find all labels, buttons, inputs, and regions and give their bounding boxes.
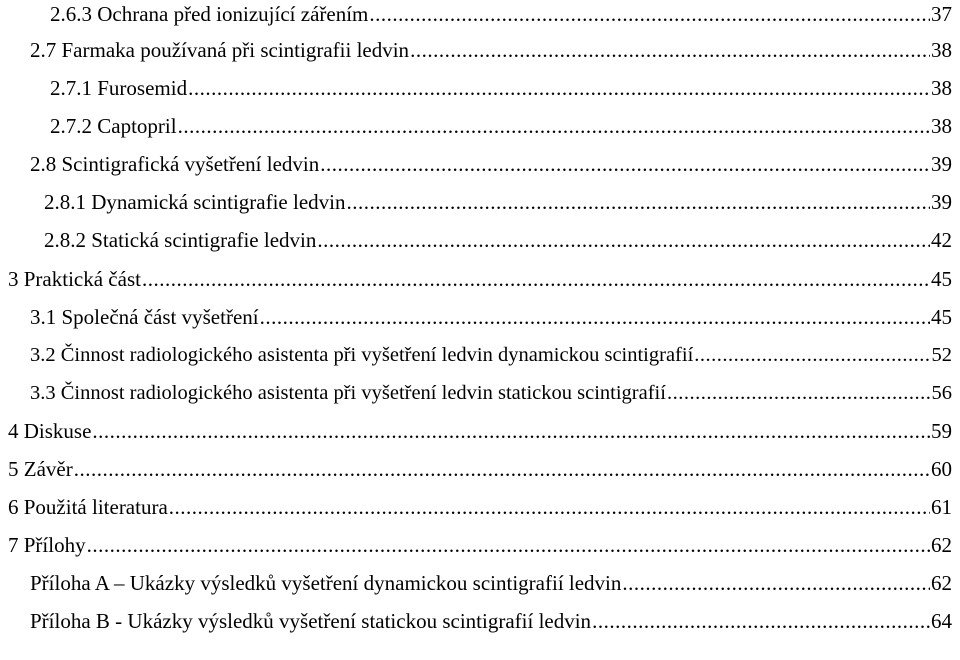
toc-entry-5[interactable] — [8, 455, 952, 483]
toc-entry-2-7[interactable] — [30, 36, 952, 64]
toc-entry-7[interactable] — [8, 531, 952, 559]
toc-entry-6[interactable] — [8, 493, 952, 521]
toc-page-number: 39 — [931, 190, 952, 214]
toc-entry-2-8[interactable] — [30, 150, 952, 178]
toc-entry-3[interactable] — [8, 265, 952, 293]
toc-page-number: 45 — [931, 305, 952, 329]
toc-entry-title: Příloha A – Ukázky výsledků vyšetření dynamickou scintigrafií ledvin — [30, 571, 622, 595]
toc-page-number: 62 — [931, 571, 952, 595]
toc-dot-leader — [694, 341, 930, 369]
toc-dot-leader — [92, 417, 930, 445]
toc-entry-2-6-3[interactable] — [50, 0, 952, 28]
toc-page-number: 61 — [931, 495, 952, 519]
toc-entry-title: 3.3 Činnost radiologického asistenta při vyšetření ledvin statickou scintigrafií — [30, 382, 666, 404]
toc-dot-leader — [410, 36, 930, 64]
toc-dot-leader — [188, 74, 930, 102]
toc-entry-2-8-1[interactable] — [44, 188, 952, 216]
toc-dot-leader — [320, 150, 930, 178]
toc-page-number: 38 — [931, 38, 952, 62]
toc-entry-title: 2.7 Farmaka používaná při scintigrafii ledvin — [30, 38, 410, 62]
toc-entry-2-7-1[interactable] — [50, 74, 952, 102]
toc-dot-leader — [592, 607, 930, 635]
toc-dot-leader — [87, 531, 930, 559]
toc-entry-2-7-2[interactable] — [50, 112, 952, 140]
toc-dot-leader — [317, 226, 930, 254]
toc-dot-leader — [74, 455, 930, 483]
toc-entry-title: 7 Přílohy — [8, 533, 86, 557]
toc-dot-leader — [667, 379, 931, 407]
toc-entry-title: Příloha B - Ukázky výsledků vyšetření statickou scintigrafií ledvin — [30, 609, 592, 633]
toc-page-number: 37 — [931, 2, 952, 26]
toc-page-number: 64 — [931, 609, 952, 633]
toc-dot-leader — [178, 112, 930, 140]
toc-entry-3-3[interactable] — [30, 379, 952, 407]
toc-entry-title: 3 Praktická část — [8, 267, 141, 291]
toc-entry-3-2[interactable] — [30, 341, 952, 369]
toc-entry-title: 3.2 Činnost radiologického asistenta při vyšetření ledvin dynamickou scintigrafií — [30, 344, 694, 366]
toc-page-number: 39 — [931, 152, 952, 176]
toc-page-number: 45 — [931, 267, 952, 291]
toc-entry-priloha-a[interactable] — [30, 569, 952, 597]
toc-dot-leader — [369, 0, 930, 28]
toc-entry-2-8-2[interactable] — [44, 226, 952, 254]
toc-entry-title: 6 Použitá literatura — [8, 495, 168, 519]
toc-dot-leader — [169, 493, 930, 521]
toc-page-number: 56 — [931, 382, 952, 404]
toc-entry-title: 4 Diskuse — [8, 419, 92, 443]
toc-dot-leader — [260, 303, 930, 331]
toc-entry-title: 2.7.2 Captopril — [50, 114, 177, 138]
toc-entry-4[interactable] — [8, 417, 952, 445]
toc-entry-title: 3.1 Společná část vyšetření — [30, 305, 259, 329]
toc-page-number: 59 — [931, 419, 952, 443]
toc-page-number: 60 — [931, 457, 952, 481]
toc-dot-leader — [622, 569, 930, 597]
toc-dot-leader — [347, 188, 931, 216]
toc-page-number: 38 — [931, 114, 952, 138]
toc-entry-title: 2.7.1 Furosemid — [50, 76, 188, 100]
toc-entry-title: 5 Závěr — [8, 457, 73, 481]
toc-page-number: 62 — [931, 533, 952, 557]
toc-page-number: 42 — [931, 228, 952, 252]
toc-entry-priloha-b[interactable] — [30, 607, 952, 635]
toc-page-number: 52 — [931, 344, 952, 366]
toc-page-number: 38 — [931, 76, 952, 100]
toc-dot-leader — [142, 265, 930, 293]
toc-entry-title: 2.8.1 Dynamická scintigrafie ledvin — [44, 190, 346, 214]
toc-entry-3-1[interactable] — [30, 303, 952, 331]
toc-entry-title: 2.8.2 Statická scintigrafie ledvin — [44, 228, 317, 252]
toc-entry-title: 2.6.3 Ochrana před ionizující zářením — [50, 2, 369, 26]
toc-entry-title: 2.8 Scintigrafická vyšetření ledvin — [30, 152, 320, 176]
